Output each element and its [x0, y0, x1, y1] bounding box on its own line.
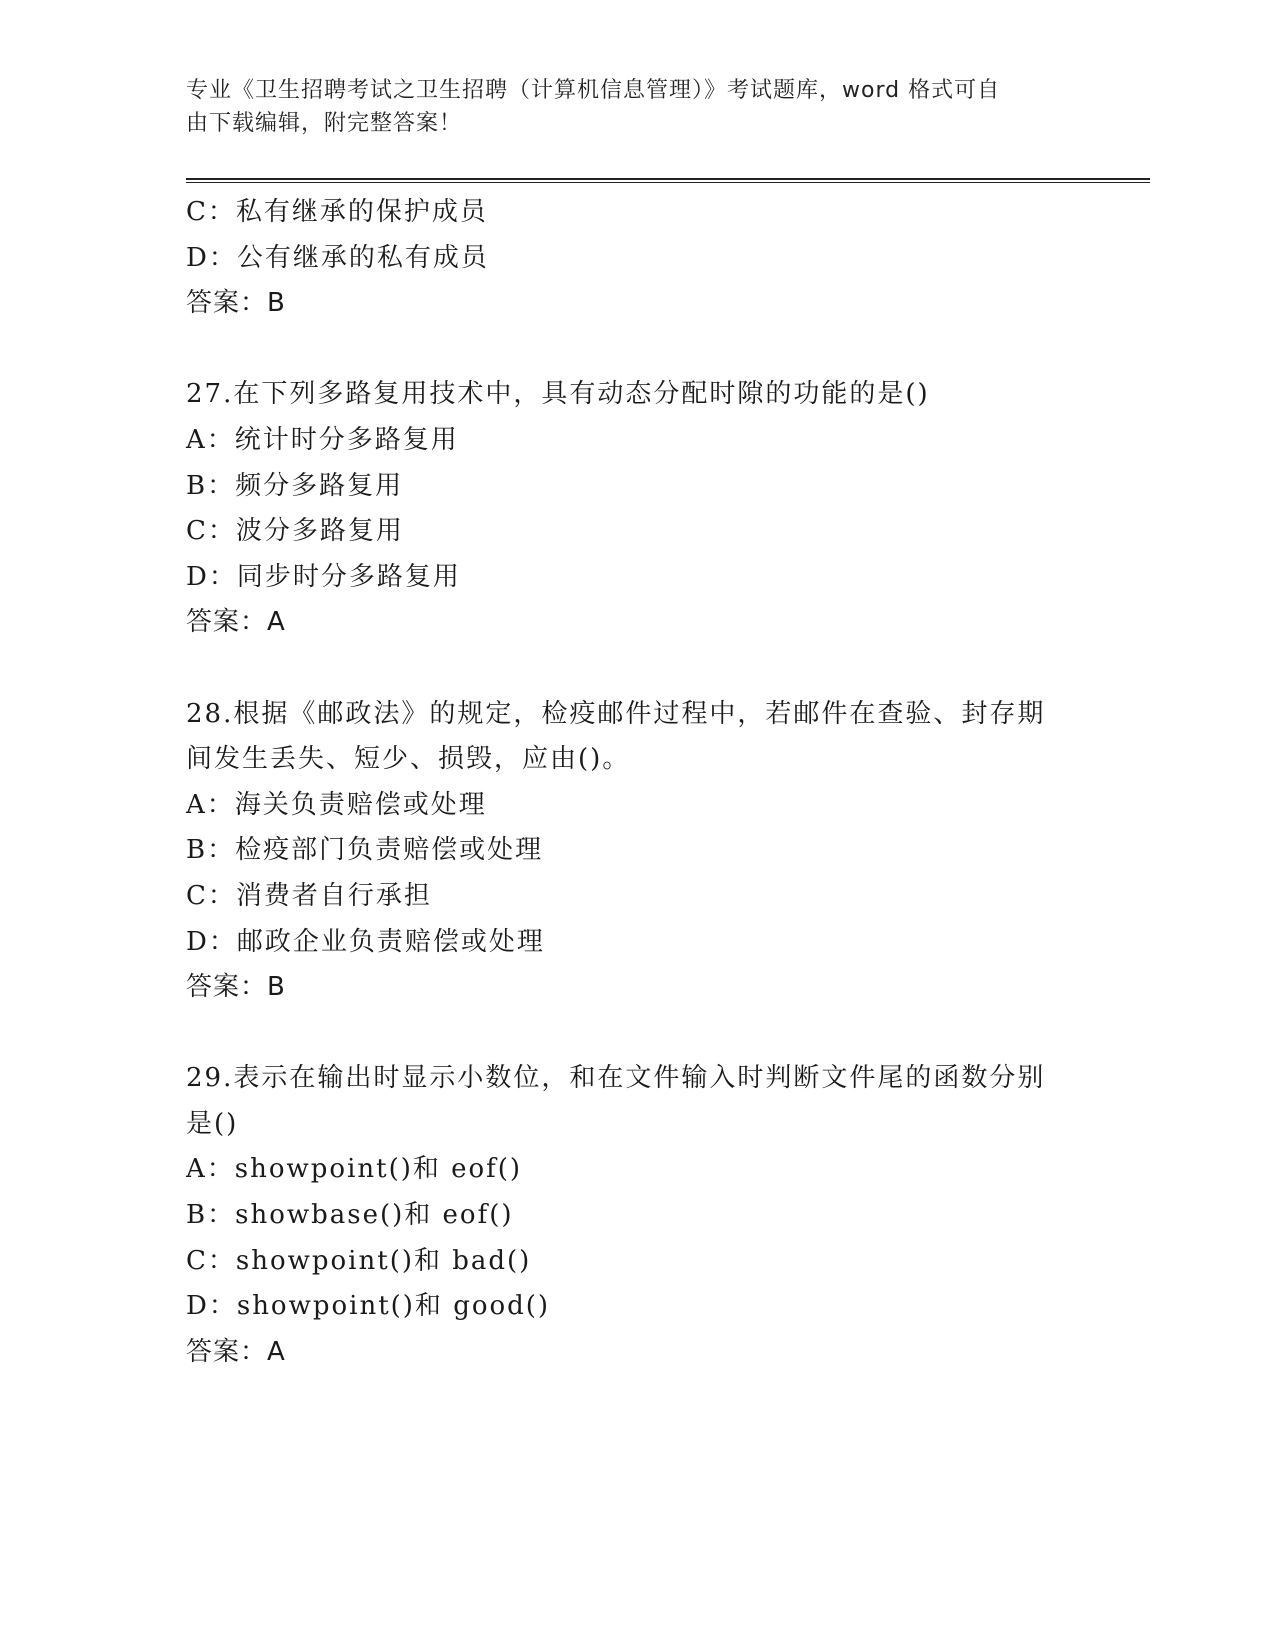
option-c: C：波分多路复用: [186, 516, 404, 547]
answer-line: 答案：A: [186, 1336, 286, 1367]
header-divider-thick: [186, 178, 1150, 180]
option-d: D：公有继承的私有成员: [186, 242, 489, 273]
block-gap: [186, 1011, 1086, 1057]
block-gap: [186, 327, 1086, 373]
answer-line: 答案：B: [186, 288, 286, 319]
header-line-1: 专业《卫生招聘考试之卫生招聘（计算机信息管理）》考试题库，word 格式可自: [186, 78, 1001, 103]
option-a: A：showpoint()和 eof(): [186, 1154, 523, 1185]
option-d: D：同步时分多路复用: [186, 561, 461, 592]
option-c: C：消费者自行承担: [186, 880, 432, 911]
option-c: C：showpoint()和 bad(): [186, 1245, 532, 1276]
question-block-27: [186, 372, 1086, 646]
question-text-line-1: 27.在下列多路复用技术中，具有动态分配时隙的功能的是(): [186, 379, 930, 410]
option-d: D：邮政企业负责赔偿或处理: [186, 926, 545, 957]
option-d: D：showpoint()和 good(): [186, 1291, 551, 1322]
question-block-28: [186, 692, 1086, 1011]
option-c: C：私有继承的保护成员: [186, 197, 488, 227]
question-block-29: [186, 1056, 1086, 1375]
question-text-line-2: 是(): [186, 1108, 239, 1139]
answer-line: 答案：A: [186, 607, 286, 638]
answer-line: 答案：B: [186, 972, 286, 1003]
question-block-26-tail: [186, 190, 1086, 327]
question-text-line-1: 28.根据《邮政法》的规定，检疫邮件过程中，若邮件在查验、封存期: [186, 698, 1046, 729]
option-b: B：频分多路复用: [186, 470, 404, 501]
block-gap: [186, 646, 1086, 692]
question-text-line-2: 间发生丢失、短少、损毁，应由()。: [186, 744, 631, 775]
question-content: [186, 190, 1086, 1375]
option-b: B：检疫部门负责赔偿或处理: [186, 835, 544, 866]
option-a: A：统计时分多路复用: [186, 424, 459, 455]
document-header: [186, 74, 1066, 140]
option-a: A：海关负责赔偿或处理: [186, 789, 487, 820]
option-b: B：showbase()和 eof(): [186, 1200, 514, 1231]
header-divider-thin: [186, 182, 1150, 183]
question-text-line-1: 29.表示在输出时显示小数位，和在文件输入时判断文件尾的函数分别: [186, 1063, 1046, 1094]
header-line-2: 由下载编辑，附完整答案！: [186, 111, 463, 136]
